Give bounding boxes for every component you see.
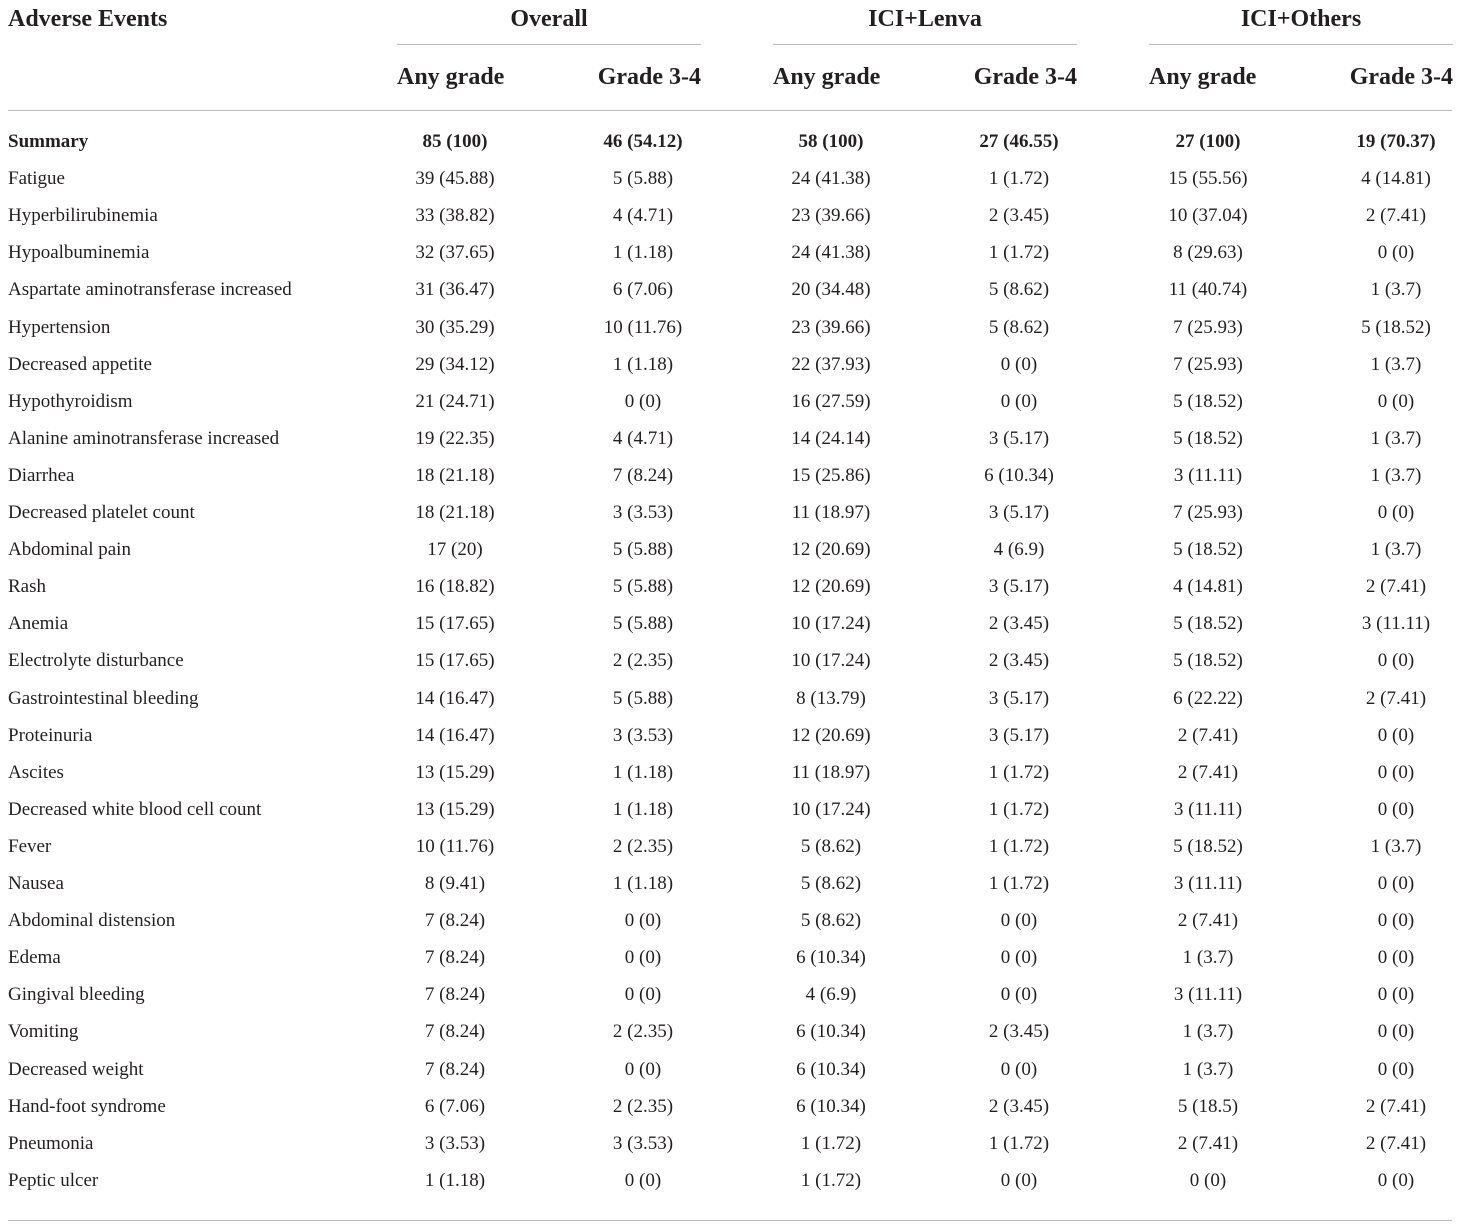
table-cell: 5 (8.62) [800,835,862,857]
table-cell: 10 (11.76) [415,835,495,857]
table-cell: 5 (18.52) [1173,835,1243,857]
table-cell: 0 (0) [1000,390,1038,412]
row-label: Alanine aminotransferase increased [8,427,280,449]
table-cell: 1 (1.18) [612,353,674,375]
table-cell: 1 (1.72) [988,168,1050,190]
table-cell: 85 (100) [422,131,488,152]
table-cell: 8 (29.63) [1173,242,1243,264]
table-cell: 3 (3.53) [612,1132,674,1154]
table-cell: 7 (25.93) [1173,316,1243,338]
table-cell: 1 (1.72) [988,761,1050,783]
table-cell: 0 (0) [1377,761,1415,783]
table-cell: 3 (3.53) [612,502,674,523]
table-cell: 17 (20) [427,539,483,561]
table-cell: 0 (0) [624,910,662,932]
table-cell: 7 (8.24) [424,910,486,932]
row-label: Pneumonia [8,1132,94,1154]
table-cell: 1 (3.7) [1182,1021,1234,1043]
table-cell: 5 (5.88) [612,168,674,190]
table-cell: 10 (17.24) [791,613,871,635]
table-cell: 0 (0) [624,947,662,969]
table-cell: 7 (8.24) [424,984,486,1006]
row-label: Hypothyroidism [8,390,133,412]
row-label: Electrolyte disturbance [8,650,184,672]
table-cell: 11 (40.74) [1168,279,1248,301]
table-cell: 2 (2.35) [612,1095,674,1117]
table-cell: 2 (7.41) [1177,761,1239,783]
table-cell: 10 (11.76) [603,316,683,338]
table-cell: 14 (24.14) [791,427,871,449]
table-cell: 2 (2.35) [612,1021,674,1043]
table-cell: 7 (25.93) [1173,353,1243,375]
table-cell: 15 (17.65) [415,613,495,635]
table-cell: 7 (8.24) [424,1058,486,1080]
row-label: Hyperbilirubinemia [8,205,158,227]
table-cell: 15 (17.65) [415,650,495,672]
table-cell: 0 (0) [1189,1169,1227,1191]
table-cell: 1 (1.72) [800,1132,862,1154]
table-cell: 3 (5.17) [988,427,1050,449]
table-cell: 4 (14.81) [1361,168,1431,190]
table-bottom-rule [8,1220,1452,1221]
table-cell: 2 (3.45) [988,650,1050,672]
table-cell: 1 (1.72) [988,835,1050,857]
table-cell: 23 (39.66) [791,205,871,227]
table-cell: 5 (5.88) [612,613,674,635]
table-cell: 3 (5.17) [988,502,1050,523]
table-cell: 0 (0) [1377,798,1415,820]
table-cell: 27 (46.55) [979,131,1059,152]
row-label: Proteinuria [8,724,93,746]
table-cell: 6 (22.22) [1173,687,1243,709]
row-label: Decreased platelet count [8,502,195,523]
row-label: Fatigue [8,168,65,190]
table-cell: 1 (1.18) [612,873,674,894]
table-cell: 1 (3.7) [1370,539,1422,561]
table-cell: 6 (7.06) [424,1095,486,1117]
table-cell: 30 (35.29) [415,316,495,338]
row-label: Decreased weight [8,1058,144,1080]
table-cell: 22 (37.93) [791,353,871,375]
table-cell: 0 (0) [1377,502,1415,523]
subheader-lenva-any-grade: Any grade [773,64,881,90]
table-cell: 10 (17.24) [791,650,871,672]
table-cell: 5 (8.62) [800,873,862,894]
table-cell: 0 (0) [624,984,662,1006]
table-cell: 6 (10.34) [796,1058,866,1080]
table-cell: 3 (11.11) [1173,873,1243,894]
table-cell: 2 (7.41) [1177,1132,1239,1154]
table-cell: 15 (25.86) [791,464,871,486]
row-label: Decreased appetite [8,353,152,375]
row-label: Diarrhea [8,464,75,486]
row-label: Hypertension [8,316,111,338]
table-cell: 19 (22.35) [415,427,495,449]
table-cell: 5 (18.5) [1177,1095,1239,1117]
table-cell: 6 (7.06) [612,279,674,301]
table-cell: 39 (45.88) [415,168,495,190]
table-cell: 2 (7.41) [1365,687,1427,709]
table-cell: 11 (18.97) [791,502,871,523]
table-cell: 0 (0) [1377,650,1415,672]
table-cell: 0 (0) [1377,910,1415,932]
table-cell: 1 (3.7) [1370,279,1422,301]
table-cell: 3 (5.17) [988,724,1050,746]
table-cell: 0 (0) [624,1058,662,1080]
table-cell: 1 (3.7) [1370,835,1422,857]
table-cell: 3 (3.53) [424,1132,486,1154]
table-cell: 1 (3.7) [1370,427,1422,449]
row-label: Rash [8,576,46,598]
table-cell: 10 (17.24) [791,798,871,820]
group-underline-overall [397,44,701,45]
table-cell: 1 (1.72) [988,873,1050,894]
table-cell: 10 (37.04) [1168,205,1248,227]
table-cell: 0 (0) [1000,910,1038,932]
table-cell: 31 (36.47) [415,279,495,301]
table-cell: 5 (18.52) [1173,613,1243,635]
table-cell: 5 (18.52) [1173,650,1243,672]
table-cell: 3 (5.17) [988,687,1050,709]
table-cell: 0 (0) [1000,984,1038,1006]
row-label: Peptic ulcer [8,1169,99,1191]
header-adverse-events: Adverse Events [8,6,168,32]
row-label: Decreased white blood cell count [8,798,262,820]
table-cell: 1 (3.7) [1182,947,1234,969]
row-label: Fever [8,835,52,857]
table-cell: 2 (3.45) [988,205,1050,227]
subheader-others-grade-3-4: Grade 3-4 [1349,64,1453,90]
table-cell: 0 (0) [1377,947,1415,969]
table-cell: 1 (3.7) [1370,464,1422,486]
table-cell: 0 (0) [1000,1169,1038,1191]
table-cell: 3 (11.11) [1361,613,1431,635]
table-cell: 1 (1.18) [424,1169,486,1191]
table-cell: 5 (8.62) [800,910,862,932]
table-cell: 3 (11.11) [1173,464,1243,486]
table-cell: 3 (11.11) [1173,984,1243,1006]
table-cell: 12 (20.69) [791,539,871,561]
table-cell: 0 (0) [1000,1058,1038,1080]
row-label: Gastrointestinal bleeding [8,687,199,709]
table-cell: 0 (0) [1377,873,1415,894]
table-cell: 8 (13.79) [796,687,866,709]
header-group-ici-others: ICI+Others [1240,6,1362,32]
table-cell: 5 (5.88) [612,539,674,561]
table-cell: 1 (1.18) [612,761,674,783]
table-cell: 14 (16.47) [415,724,495,746]
row-label: Summary [8,131,89,152]
table-cell: 0 (0) [1377,1021,1415,1043]
table-cell: 6 (10.34) [796,1021,866,1043]
table-cell: 18 (21.18) [415,502,495,523]
subheader-overall-any-grade: Any grade [397,64,505,90]
table-cell: 5 (18.52) [1173,427,1243,449]
table-cell: 0 (0) [624,390,662,412]
table-cell: 1 (1.72) [988,798,1050,820]
table-cell: 2 (3.45) [988,613,1050,635]
row-label: Abdominal pain [8,539,131,561]
table-cell: 4 (6.9) [805,984,857,1006]
table-cell: 1 (1.72) [988,1132,1050,1154]
row-label: Gingival bleeding [8,984,145,1006]
row-label: Nausea [8,873,64,894]
table-cell: 1 (1.72) [988,242,1050,264]
subheader-lenva-grade-3-4: Grade 3-4 [973,64,1077,90]
table-cell: 0 (0) [1377,390,1415,412]
table-cell: 0 (0) [1000,353,1038,375]
table-cell: 0 (0) [624,1169,662,1191]
table-cell: 2 (7.41) [1177,910,1239,932]
table-cell: 6 (10.34) [984,464,1054,486]
row-label: Ascites [8,761,64,783]
table-cell: 5 (5.88) [612,576,674,598]
table-cell: 6 (10.34) [796,1095,866,1117]
table-cell: 4 (14.81) [1173,576,1243,598]
table-cell: 3 (3.53) [612,724,674,746]
row-label: Vomiting [8,1021,79,1043]
table-cell: 58 (100) [798,131,864,152]
table-cell: 5 (18.52) [1173,539,1243,561]
header-divider [8,110,1452,111]
row-label: Edema [8,947,61,969]
table-cell: 0 (0) [1377,242,1415,264]
table-cell: 1 (3.7) [1370,353,1422,375]
table-cell: 13 (15.29) [415,798,495,820]
table-cell: 2 (7.41) [1365,1095,1427,1117]
table-cell: 19 (70.37) [1356,131,1436,152]
table-cell: 4 (6.9) [993,539,1045,561]
table-cell: 1 (1.18) [612,798,674,820]
table-cell: 24 (41.38) [791,168,871,190]
table-cell: 18 (21.18) [415,464,495,486]
table-cell: 1 (1.72) [800,1169,862,1191]
table-cell: 12 (20.69) [791,576,871,598]
row-label: Hand-foot syndrome [8,1095,166,1117]
table-cell: 2 (7.41) [1365,576,1427,598]
table-cell: 12 (20.69) [791,724,871,746]
table-cell: 16 (18.82) [415,576,495,598]
table-cell: 13 (15.29) [415,761,495,783]
group-underline-ici-lenva [773,44,1077,45]
table-cell: 5 (8.62) [988,316,1050,338]
table-cell: 5 (5.88) [612,687,674,709]
table-cell: 11 (18.97) [791,761,871,783]
table-cell: 46 (54.12) [603,131,683,152]
table-cell: 33 (38.82) [415,205,495,227]
table-cell: 0 (0) [1377,724,1415,746]
table-cell: 2 (7.41) [1365,1132,1427,1154]
table-cell: 27 (100) [1175,131,1241,152]
table-cell: 0 (0) [1377,984,1415,1006]
table-cell: 4 (4.71) [612,427,674,449]
row-label: Abdominal distension [8,910,176,932]
row-label: Aspartate aminotransferase increased [8,279,292,301]
table-cell: 5 (18.52) [1173,390,1243,412]
group-underline-ici-others [1149,44,1453,45]
table-cell: 24 (41.38) [791,242,871,264]
table-cell: 21 (24.71) [415,390,495,412]
table-cell: 7 (8.24) [612,464,674,486]
table-cell: 20 (34.48) [791,279,871,301]
table-cell: 1 (1.18) [612,242,674,264]
table-cell: 0 (0) [1000,947,1038,969]
table-cell: 3 (5.17) [988,576,1050,598]
table-cell: 5 (8.62) [988,279,1050,301]
table-cell: 4 (4.71) [612,205,674,227]
header-group-ici-lenva: ICI+Lenva [868,6,982,32]
subheader-others-any-grade: Any grade [1149,64,1257,90]
table-cell: 23 (39.66) [791,316,871,338]
table-cell: 2 (7.41) [1177,724,1239,746]
row-label: Anemia [8,613,69,635]
row-label: Hypoalbuminemia [8,242,150,264]
table-cell: 0 (0) [1377,1058,1415,1080]
header-group-overall: Overall [510,6,588,32]
table-cell: 15 (55.56) [1168,168,1248,190]
table-cell: 2 (2.35) [612,650,674,672]
table-cell: 5 (18.52) [1361,316,1431,338]
table-cell: 1 (3.7) [1182,1058,1234,1080]
table-cell: 6 (10.34) [796,947,866,969]
table-cell: 32 (37.65) [415,242,495,264]
table-cell: 2 (7.41) [1365,205,1427,227]
table-cell: 0 (0) [1377,1169,1415,1191]
table-cell: 7 (25.93) [1173,502,1243,523]
table-cell: 2 (3.45) [988,1021,1050,1043]
table-cell: 16 (27.59) [791,390,871,412]
table-cell: 29 (34.12) [415,353,495,375]
table-cell: 14 (16.47) [415,687,495,709]
table-cell: 2 (2.35) [612,835,674,857]
table-cell: 2 (3.45) [988,1095,1050,1117]
table-cell: 7 (8.24) [424,1021,486,1043]
table-cell: 8 (9.41) [424,873,486,894]
subheader-overall-grade-3-4: Grade 3-4 [597,64,701,90]
table-cell: 7 (8.24) [424,947,486,969]
table-cell: 3 (11.11) [1173,798,1243,820]
